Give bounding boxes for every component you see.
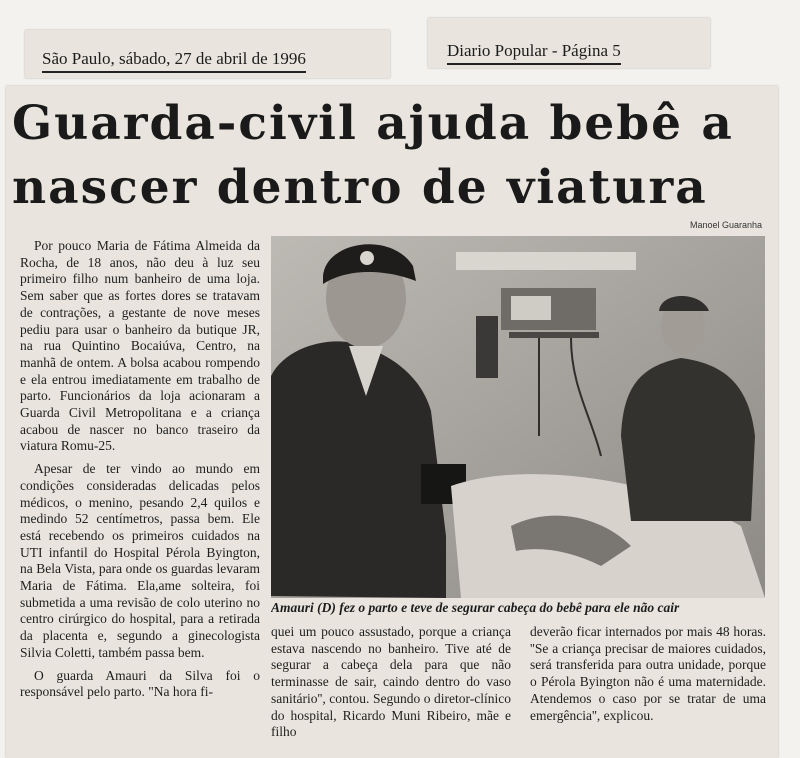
article-column-2 <box>271 624 511 741</box>
headline: Guarda-civil ajuda bebê a nascer dentro de viatura <box>12 96 734 215</box>
paragraph: O guarda Amauri da Silva foi o responsável pelo parto. "Na hora fi- <box>20 667 260 700</box>
paragraph: Por pouco Maria de Fátima Almeida da Rocha, de 18 anos, não deu à luz seu primeiro filho num banheiro de uma loja. Sem saber que as fortes dores se tratavam de contrações, a gestante de nove meses pediu para usar o banheiro da butique JR, na rua Quintino Bocaiúva, Centro, na manhã de ontem. A bolsa acabou rompendo e ela entrou imediatamente em trabalho de parto. Funcionários da loja acionaram a Guarda Civil Metropolitana e a criança acabou de nascer no banco traseiro da viatura Romu-25. <box>20 238 260 454</box>
paragraph: Apesar de ter vindo ao mundo em condições consideradas delicadas pelos médicos, o menino, pesando 2,4 quilos e medindo 52 centímetros, passa bem. Ele está recebendo os primeiros cuidados na UTI infantil do Hospital Pérola Byington, na Bela Vista, para onde os guardas levaram Maria de Fátima. Ela,ame solteira, foi submetida a uma revisão de colo uterino no centro cirúrgico do hospital, para a retirada da placenta e, segundo a ginecologista Silvia Coletti, também passa bem. <box>20 461 260 660</box>
photo-illustration <box>271 236 765 598</box>
article-column-3 <box>530 624 766 724</box>
dateline: São Paulo, sábado, 27 de abril de 1996 <box>42 48 306 73</box>
paper-page: Diario Popular - Página 5 <box>447 40 621 65</box>
paragraph: quei um pouco assustado, porque a criança estava nascendo no banheiro. Tive até de segurar a cabeça dela para que não terminasse de sair, caindo dentro do vaso sanitário'', contou. Segundo o diretor-clínico do hospital, Ricardo Muni Ribeiro, mãe e filho <box>271 624 511 740</box>
photo-credit: Manoel Guaranha <box>690 220 763 230</box>
article-column-1 <box>20 238 260 701</box>
news-photo <box>271 236 765 598</box>
photo-caption: Amauri (D) fez o parto e teve de segurar cabeça do bebê para ele não cair <box>271 600 680 615</box>
paragraph: deverão ficar internados por mais 48 horas. ''Se a criança precisar de maiores cuidados, será transferida para outra unidade, porque o Pérola Byington não é uma maternidade. Atendemos o caso por se tratar de uma emergência'', explicou. <box>530 624 766 723</box>
